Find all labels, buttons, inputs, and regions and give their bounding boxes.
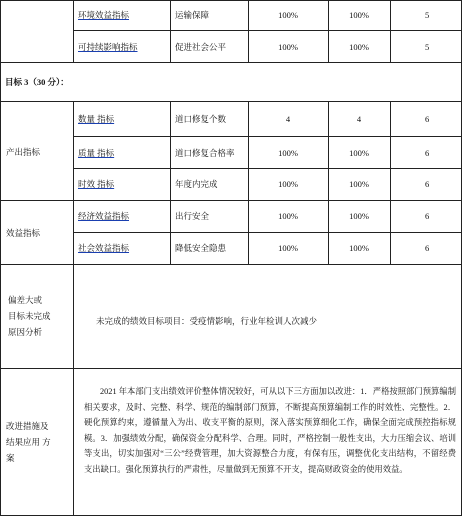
deviation-label	[8, 292, 51, 340]
benefit-indicator-group-label: 效益指标	[6, 228, 41, 238]
improvement-label	[6, 418, 51, 466]
indicator-name: 社会效益指标	[78, 243, 130, 253]
score-value: 5	[425, 42, 430, 52]
actual-value: 100%	[349, 42, 369, 52]
score-value: 6	[425, 179, 430, 189]
deviation-text: 未完成的绩效目标项目：受疫情影响，行业年检训人次减少	[96, 316, 318, 326]
target-value: 4	[285, 114, 291, 124]
actual-value: 100%	[349, 148, 369, 158]
goal-3-header: 目标 3（30 分）：	[5, 77, 69, 87]
improvement-label-line: 改进措施及	[6, 421, 49, 431]
indicator-name: 质量 指标	[78, 148, 115, 158]
deviation-label-line: 原因分析	[8, 327, 43, 337]
indicator-desc: 降低安全隐患	[175, 243, 227, 253]
score-value: 5	[425, 10, 430, 20]
deviation-label-line: 目标未完成	[8, 311, 51, 321]
indicator-name: 数量 指标	[78, 114, 115, 124]
improvement-text: 2021 年本部门支出绩效评价整体情况较好，可从以下三方面加以改进：1．严格按照部门预算编制相关要求，及时、完整、科学、规范的编制部门预算，不断提高预算编制工作的时效性、完整性。2．硬化预算约束，遵循量入为出、收支平衡的原则，深入落实预算细化工作，确保全面完成预控指标规模。3．加强绩效分配，确保资金分配科学、合理。同时，严格控制一般性支出，大力压缩会议、培训等支出，切实加强对“三公”经费管理，加大资源整合力度，有保有压，调整优化支出结构，不留经费支出缺口。强化预算执行的严肃性，尽量做到无预算不开支，提高财政资金的使用效益。	[84, 387, 456, 474]
indicator-name: 经济效益指标	[78, 211, 130, 221]
indicator-desc: 出行安全	[175, 211, 210, 221]
target-value: 100%	[278, 243, 298, 253]
actual-value: 100%	[349, 243, 369, 253]
deviation-label-line: 偏差大或	[8, 295, 43, 305]
indicator-desc: 道口修复合格率	[175, 148, 235, 158]
indicator-desc: 道口修复个数	[175, 114, 227, 124]
actual-value: 100%	[349, 179, 369, 189]
indicator-desc: 运输保障	[175, 10, 210, 20]
actual-value: 100%	[349, 211, 369, 221]
target-value: 100%	[278, 179, 298, 189]
improvement-label-line: 案	[6, 453, 15, 463]
indicator-name: 环境效益指标	[78, 10, 130, 20]
improvement-label-line: 结果应用 方	[6, 437, 51, 447]
target-value: 100%	[278, 10, 298, 20]
indicator-desc: 年度内完成	[175, 179, 218, 189]
target-value: 100%	[278, 211, 298, 221]
score-value: 6	[425, 211, 430, 221]
actual-value: 100%	[349, 10, 369, 20]
target-value: 100%	[278, 42, 298, 52]
indicator-name: 可持续影响指标	[78, 42, 138, 52]
output-indicator-group-label: 产出指标	[6, 147, 41, 157]
score-value: 6	[425, 114, 430, 124]
indicator-name: 时效 指标	[78, 179, 115, 189]
score-value: 6	[425, 243, 430, 253]
indicator-desc: 促进社会公平	[175, 42, 227, 52]
score-value: 6	[425, 148, 430, 158]
target-value: 100%	[278, 148, 298, 158]
actual-value: 4	[356, 114, 362, 124]
